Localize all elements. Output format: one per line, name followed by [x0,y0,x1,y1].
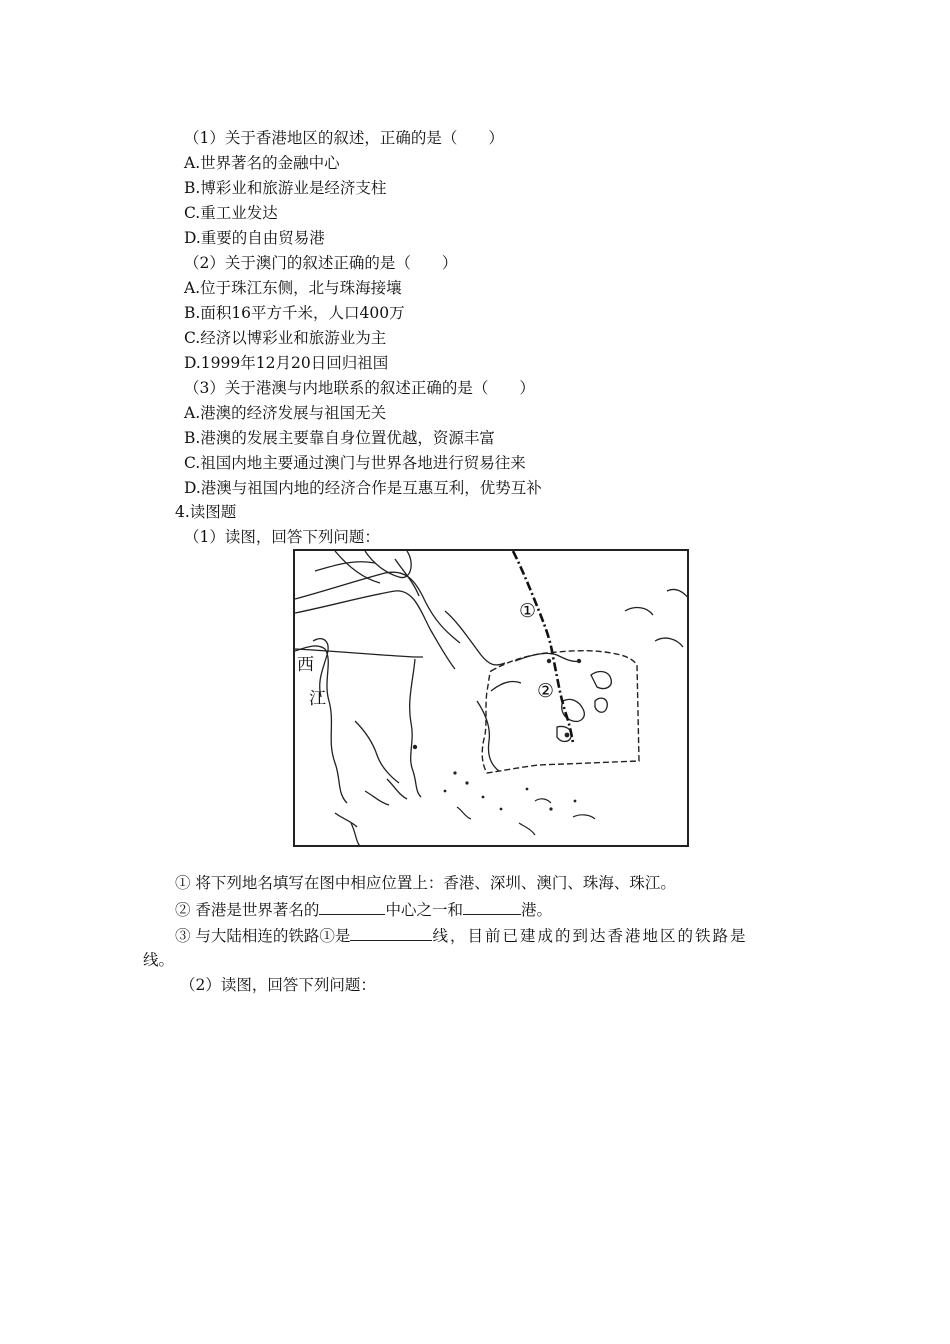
map-marker-2: ② [537,680,555,702]
q4-sub1-stem: （1）读图，回答下列问题： [184,528,380,546]
q3-sub1-option-a: A.世界著名的金融中心 [184,154,340,172]
q4-item2-prefix: ② 香港是世界著名的 [175,901,320,919]
map-marker-1: ① [519,600,537,622]
q3-sub2-stem: （2）关于澳门的叙述正确的是（ ） [184,254,458,272]
q3-sub2-option-b: B.面积16平方千米，人口400万 [184,304,405,322]
q3-sub3-option-c: C.祖国内地主要通过澳门与世界各地进行贸易往来 [184,454,526,472]
q4-item3 [175,924,747,946]
q4-item2-suffix: 港。 [520,901,552,919]
map-label-jiang: 江 [309,689,326,709]
q3-sub2-option-a: A.位于珠江东侧，北与珠海接壤 [184,279,402,297]
pearl-river-delta-map [293,549,689,847]
q3-sub3-option-d: D.港澳与祖国内地的经济合作是互惠互利，优势互补 [184,479,542,497]
q4-title: 4.读图题 [175,503,237,521]
q3-sub3-option-a: A.港澳的经济发展与祖国无关 [184,404,387,422]
q3-sub1-stem: （1）关于香港地区的叙述，正确的是（ ） [184,129,504,147]
map-label-xi: 西 [297,655,314,675]
q4-item2-blank-1[interactable] [319,898,385,915]
q4-item3-prefix: ③ 与大陆相连的铁路①是 [175,927,351,945]
q3-sub2-option-c: C.经济以博彩业和旅游业为主 [184,329,387,347]
q4-item3-suffix: 线，目前已建成的到达香港地区的铁路是 [432,927,748,945]
q3-sub3-stem: （3）关于港澳与内地联系的叙述正确的是（ ） [184,379,535,397]
q4-item1: ① 将下列地名填写在图中相应位置上：香港、深圳、澳门、珠海、珠江。 [175,874,676,892]
q3-sub2-option-d: D.1999年12月20日回归祖国 [184,354,389,372]
map-outline-drawing [295,551,689,847]
q4-item2-blank-2[interactable] [463,898,521,915]
q4-item3-blank-1[interactable] [350,924,432,941]
q4-sub2-stem: （2）读图，回答下列问题： [180,976,376,994]
q4-item2-middle: 中心之一和 [385,901,463,919]
q3-sub1-option-b: B.博彩业和旅游业是经济支柱 [184,179,387,197]
q3-sub1-option-c: C.重工业发达 [184,204,278,222]
q3-sub1-option-d: D.重要的自由贸易港 [184,229,325,247]
q4-item3-continuation: 线。 [143,951,175,969]
q4-item2 [175,898,552,920]
q3-sub3-option-b: B.港澳的发展主要靠自身位置优越，资源丰富 [184,429,495,447]
